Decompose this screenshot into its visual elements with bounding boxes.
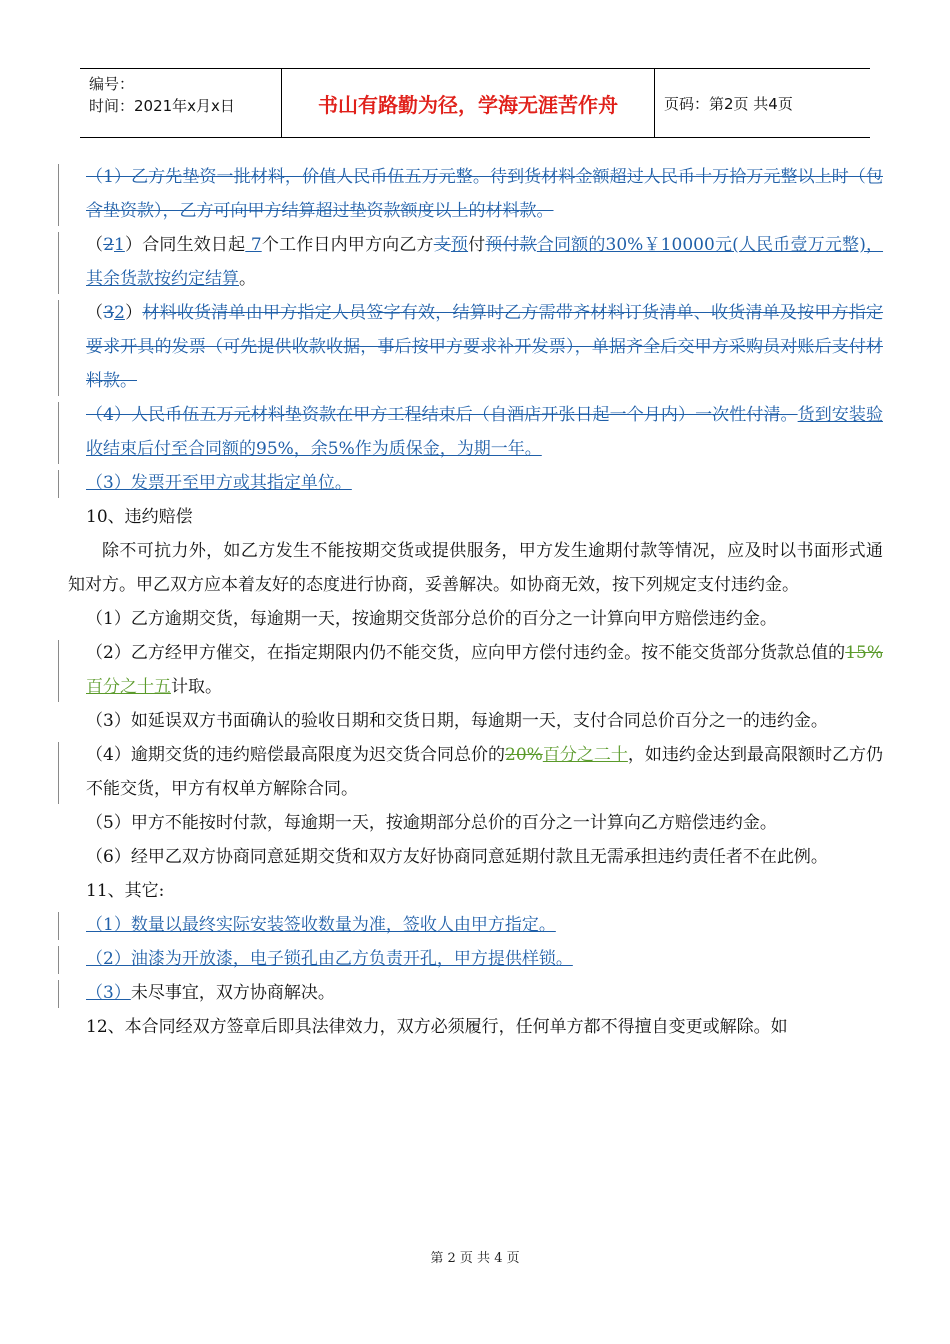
section-10-body: 除不可抗力外，如乙方发生不能按期交货或提供服务，甲方发生逾期付款等情况，应及时以书面形式通知对方。甲乙双方应本着友好的态度进行协商，妥善解决。如协商无效，按下列规定支付违约金。 [68, 541, 883, 595]
section-11-item-1: （1）数量以最终实际安装签收数量为准，签收人由甲方指定。 [68, 908, 883, 942]
section-11-item-3: （3）未尽事宜，双方协商解决。 [68, 976, 883, 1010]
change-bar [58, 164, 59, 226]
clause-9-2-settlement: （32）材料收货清单由甲方指定人员签字有效，结算时乙方需带齐材料订货清单、收货清单及按甲方指定要求开具的发票（可先提供收款收据，事后按甲方要求补开发票），单据齐全后交甲方采购员对账后支付材料款。 [68, 296, 883, 398]
section-10-item-5: （5）甲方不能按时付款，每逾期一天，按逾期部分总价的百分之一计算向乙方赔偿违约金。 [86, 813, 777, 833]
section-11-title: 11、其它: [86, 881, 165, 901]
section-10-title: 10、违约赔偿 [86, 507, 193, 527]
header-left-cell [80, 69, 282, 137]
change-bar [58, 402, 59, 464]
clause-9-4-revised: （4）人民币伍五万元材料垫资款在甲方工程结束后（自酒店开张日起一个月内）一次性付清。货到安装验收结束后付至合同额的95%，余5%作为质保金，为期一年。 [68, 398, 883, 466]
change-bar [58, 980, 59, 1008]
document-body [68, 160, 883, 1044]
doc-date: 时间：2021年x月x日 [89, 97, 235, 115]
clause-9-1-payment: （21）合同生效日起 7个工作日内甲方向乙方支预付预付款合同额的30%￥10000元(人民币壹万元整)，其余货款按约定结算。 [68, 228, 883, 296]
section-11-item-2: （2）油漆为开放漆，电子锁孔由乙方负责开孔，甲方提供样锁。 [68, 942, 883, 976]
doc-number-label: 编号： [89, 75, 135, 93]
section-10-item-2: （2）乙方经甲方催交，在指定期限内仍不能交货，应向甲方偿付违约金。按不能交货部分货款总值的15%百分之十五计取。 [68, 636, 883, 704]
header-page-info: 页码：第2页 共4页 [664, 94, 793, 113]
section-12: 12、本合同经双方签章后即具法律效力，双方必须履行，任何单方都不得擅自变更或解除。如 [86, 1017, 788, 1037]
change-bar [58, 470, 59, 498]
header-motto: 书山有路勤为径，学海无涯苦作舟 [282, 69, 655, 137]
change-bar [58, 640, 59, 702]
change-bar [58, 232, 59, 294]
change-bar [58, 300, 59, 396]
clause-9-1-deleted: （1）乙方先垫资一批材料，价值人民币伍五万元整。待到货材料金额超过人民币十万拾万元整以上时（包含垫资款），乙方可向甲方结算超过垫资款额度以上的材料款。 [68, 160, 883, 228]
change-bar [58, 742, 59, 804]
page-footer: 第 2 页 共 4 页 [430, 1251, 520, 1266]
section-10-item-6: （6）经甲乙双方协商同意延期交货和双方友好协商同意延期付款且无需承担违约责任者不在此例。 [86, 847, 828, 867]
section-10-item-4: （4）逾期交货的违约赔偿最高限度为迟交货合同总价的20%百分之二十，如违约金达到最高限额时乙方仍不能交货，甲方有权单方解除合同。 [68, 738, 883, 806]
change-bar [58, 946, 59, 974]
change-bar [58, 912, 59, 940]
section-10-item-3: （3）如延误双方书面确认的验收日期和交货日期，每逾期一天，支付合同总价百分之一的违约金。 [86, 711, 828, 731]
section-10-item-1: （1）乙方逾期交货，每逾期一天，按逾期交货部分总价的百分之一计算向甲方赔偿违约金。 [86, 609, 777, 629]
page-header [80, 68, 870, 138]
clause-9-3-invoice: （3）发票开至甲方或其指定单位。 [68, 466, 883, 500]
